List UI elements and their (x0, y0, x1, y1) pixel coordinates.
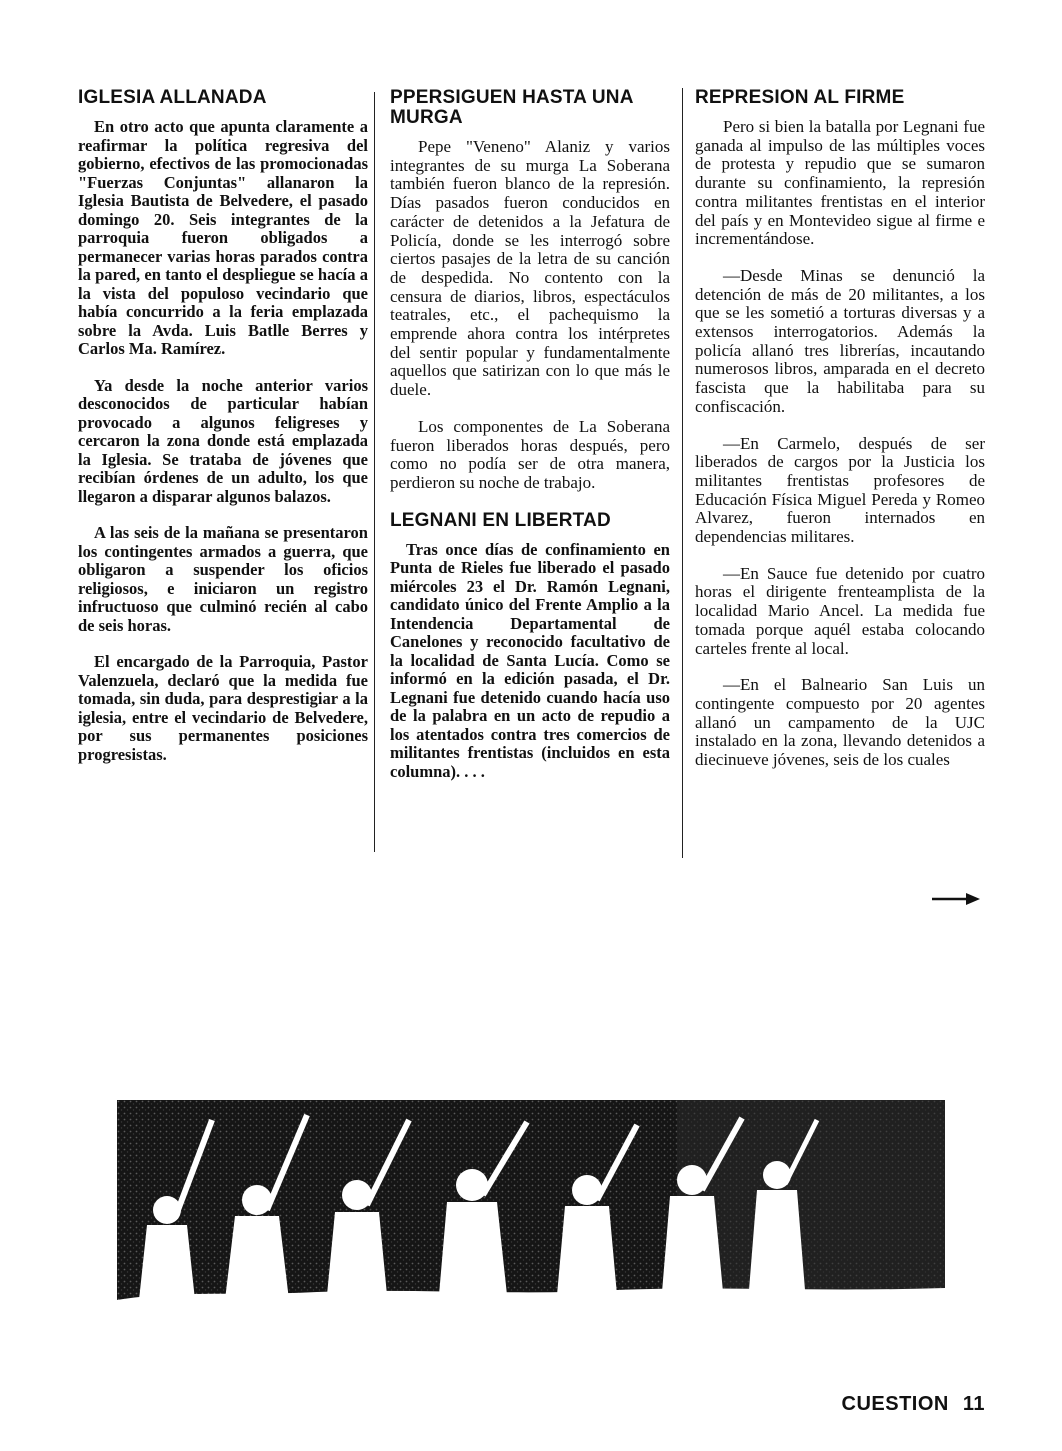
column-middle (390, 88, 670, 799)
article-iglesia-allanada (78, 88, 368, 782)
continue-arrow-icon (932, 892, 980, 906)
column-divider (374, 92, 375, 852)
magazine-name: CUESTION (841, 1393, 949, 1415)
article-paragraph: Pero si bien la batalla por Legnani fue ganada al impulso de las múltiples voces de protesta y repudio que se sumaron durante su confinamiento, la represión contra militantes frentistas en el interior del país y en Montevideo sigue al firme e incrementándose. (695, 117, 985, 249)
page-number: 11 (962, 1393, 985, 1415)
article-paragraph: Ya desde la noche anterior varios desconocidos de particular habían provocado a algunos feligreses y cercaron la zona donde está emplazada la Iglesia. Se trataba de jóvenes que recibían órdenes de un adulto, los que llegaron a disparar algunos balazos. (78, 375, 368, 506)
article-paragraph: A las seis de la mañana se presentaron los contingentes armados a guerra, que obligaron a suspender los oficios religiosos, e iniciaron un registro infructuoso que culminó recién al cabo de seis horas. (78, 523, 368, 635)
article-paragraph: Los componentes de La Soberana fueron liberados horas después, pero como no podía ser de otra manera, perdieron su noche de trabajo. (390, 416, 670, 492)
article-paragraph: El encargado de la Parroquia, Pastor Valenzuela, declaró que la medida fue tomada, sin duda, para desprestigiar a la iglesia, entre el vecindario de Belvedere, por sus permanentes posiciones progresistas. (78, 652, 368, 764)
article-heading: REPRESION AL FIRME (695, 87, 905, 108)
column-divider (682, 88, 683, 858)
article-paragraph: —Desde Minas se denunció la detención de más de 20 militantes, a los que se les sometió a torturas diversas y a extensos interrogatorios. Además la policía allanó tres librerías, incautando numerosos libros, amparada en el decreto fascista que la habilitaba para su confiscación. (695, 265, 985, 416)
article-paragraph: —En Sauce fue detenido por cuatro horas el dirigente frenteamplista de la localidad Mario Ancel. La medida fue tomada porque aquél estaba colocando carteles frente al local. (695, 563, 985, 658)
article-represion-al-firme (695, 88, 985, 788)
page-footer (815, 1393, 985, 1416)
article-paragraph: Tras once días de confinamiento en Punta de Rieles fue liberado el pasado miércoles 23 el Dr. Ramón Legnani, candidato único del Frente Amplio a la Intendencia Departamental de Canelones y reconocido facultativo de la localidad de Santa Lucía. Como se informó en la edición pasada, el Dr. Legnani fue detenido cuando hacía uso de la palabra en un acto de repudio a los atentados contra tres comercios de militantes frentistas (incluidos en esta columna). . . . (390, 539, 670, 781)
article-paragraph: Pepe "Veneno" Alaniz y varios integrantes de su murga La Soberana también fueron blanco de la represión. Días pasados fueron conducidos en carácter de detenidos a la Jefatura de Policía, donde se les interrogó sobre ciertos pasajes de la letra de su canción de despedida. No contento con la censura de diarios, libros, espectáculos teatrales, etc., el pachequismo la emprende ahora contra los intérpretes del sentir popular y fundamentalmente aquellos que satirizan con lo que más le duele. (390, 137, 670, 400)
article-paragraph: —En el Balneario San Luis un contingente compuesto por 20 agentes allanó un campamento de la UJC instalado en la zona, llevando detenidos a diecinueve jóvenes, seis de los cuales (695, 675, 985, 770)
article-heading: IGLESIA ALLANADA (78, 87, 267, 108)
article-legnani-libertad (390, 511, 670, 782)
article-paragraph: En otro acto que apunta claramente a reafirmar la política regresiva del gobierno, efectivos de las promocionadas "Fuerzas Conjuntas" allanaron la Iglesia Bautista de Belvedere, el pasado domingo 20. Seis integrantes de la parroquia fueron obligados a permanecer varias horas parados contra la pared, en tanto el despliegue se hacía a la vista del populoso vecindario que había concurrido a la feria emplazada sobre la Avda. Luis Batlle Berres y Carlos Ma. Ramírez. (78, 117, 368, 358)
article-heading: PPERSIGUEN HASTA UNA MURGA (390, 87, 633, 128)
article-heading: LEGNANI EN LIBERTAD (390, 509, 611, 531)
soldiers-silhouette-photo (117, 1100, 945, 1336)
article-paragraph: —En Carmelo, después de ser liberados de cargos por la Justicia los militantes frentistas profesores de Educación Física Miguel Pereda y Romeo Alvarez, fueron internados en dependencias militares. (695, 433, 985, 547)
article-persiguen-murga (390, 88, 670, 493)
